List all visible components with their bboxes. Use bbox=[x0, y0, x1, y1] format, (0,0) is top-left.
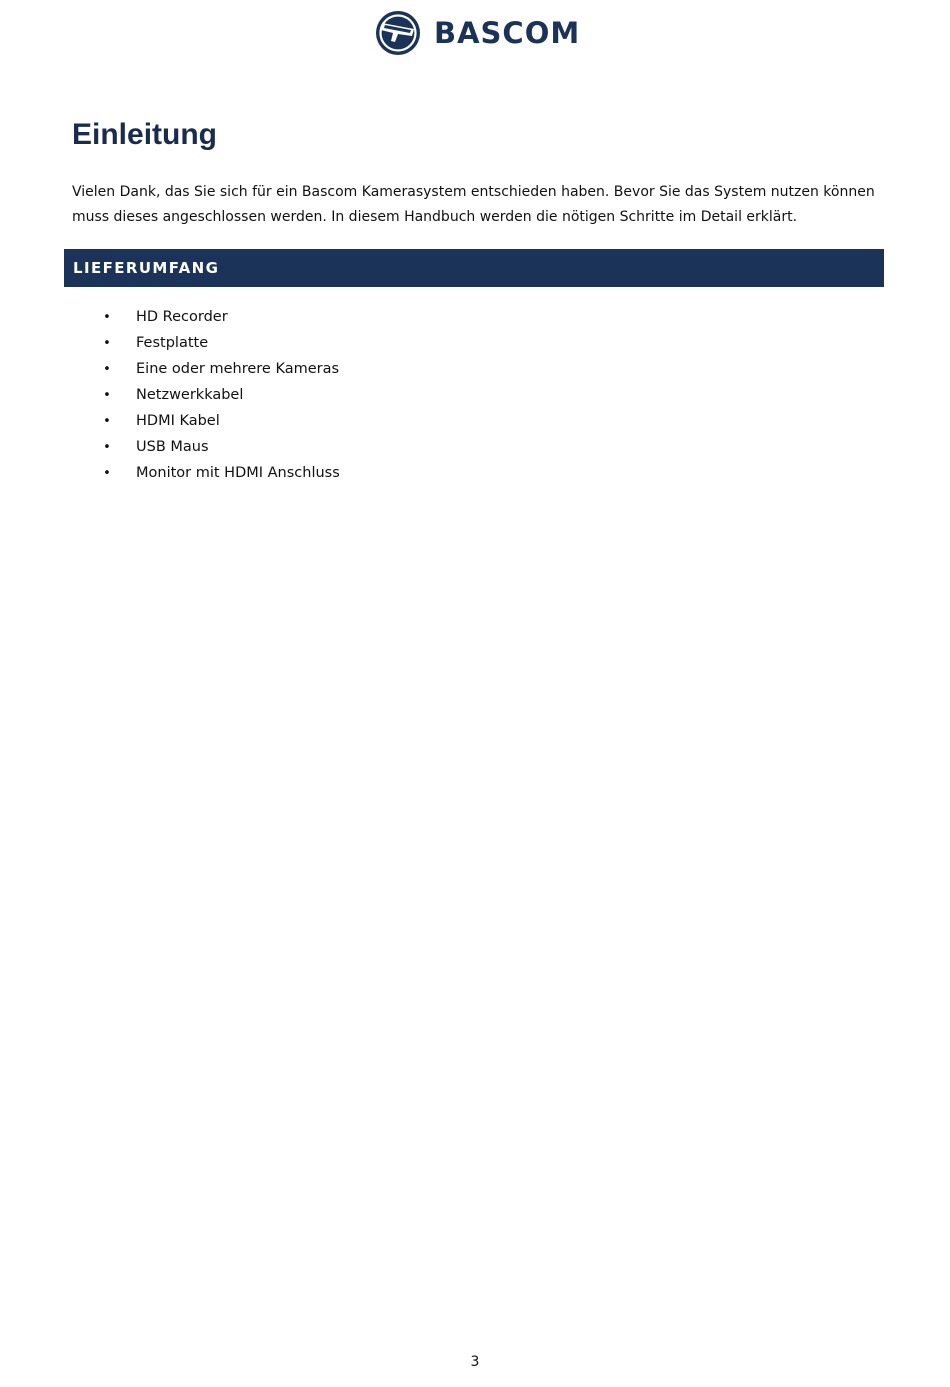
section-header-bar bbox=[64, 249, 884, 287]
list-item bbox=[100, 382, 340, 408]
bullet-icon: • bbox=[103, 439, 111, 455]
page-title: Einleitung bbox=[72, 118, 217, 151]
list-item bbox=[100, 434, 340, 460]
list-item-label: Festplatte bbox=[136, 335, 209, 351]
brand-logo-text: BASCOM bbox=[434, 15, 581, 50]
page-number: 3 bbox=[470, 1354, 480, 1370]
list-item bbox=[100, 408, 340, 434]
list-item bbox=[100, 460, 340, 486]
list-item-label: HDMI Kabel bbox=[136, 413, 220, 429]
list-item-label: USB Maus bbox=[136, 439, 209, 455]
brand-logo bbox=[374, 8, 580, 58]
bullet-icon: • bbox=[103, 413, 111, 429]
list-item-label: Eine oder mehrere Kameras bbox=[136, 361, 340, 377]
list-item bbox=[100, 356, 340, 382]
delivery-items-list bbox=[100, 304, 340, 486]
list-item bbox=[100, 304, 340, 330]
section-title: LIEFERUMFANG bbox=[73, 259, 220, 277]
list-item-label: Monitor mit HDMI Anschluss bbox=[136, 465, 340, 481]
list-item bbox=[100, 330, 340, 356]
intro-paragraph: Vielen Dank, das Sie sich für ein Bascom Kamerasystem entschieden haben. Bevor Sie das System nutzen können muss dieses angeschlossen werden. In diesem Handbuch werden die nötigen Schritte im Detail erklärt. bbox=[72, 184, 875, 225]
bullet-icon: • bbox=[103, 309, 111, 325]
bullet-icon: • bbox=[103, 387, 111, 403]
list-item-label: Netzwerkkabel bbox=[136, 387, 244, 403]
bullet-icon: • bbox=[103, 335, 111, 351]
bascom-camera-globe-logo-icon bbox=[374, 9, 422, 57]
bullet-icon: • bbox=[103, 361, 111, 377]
list-item-label: HD Recorder bbox=[136, 309, 228, 325]
bullet-icon: • bbox=[103, 465, 111, 481]
